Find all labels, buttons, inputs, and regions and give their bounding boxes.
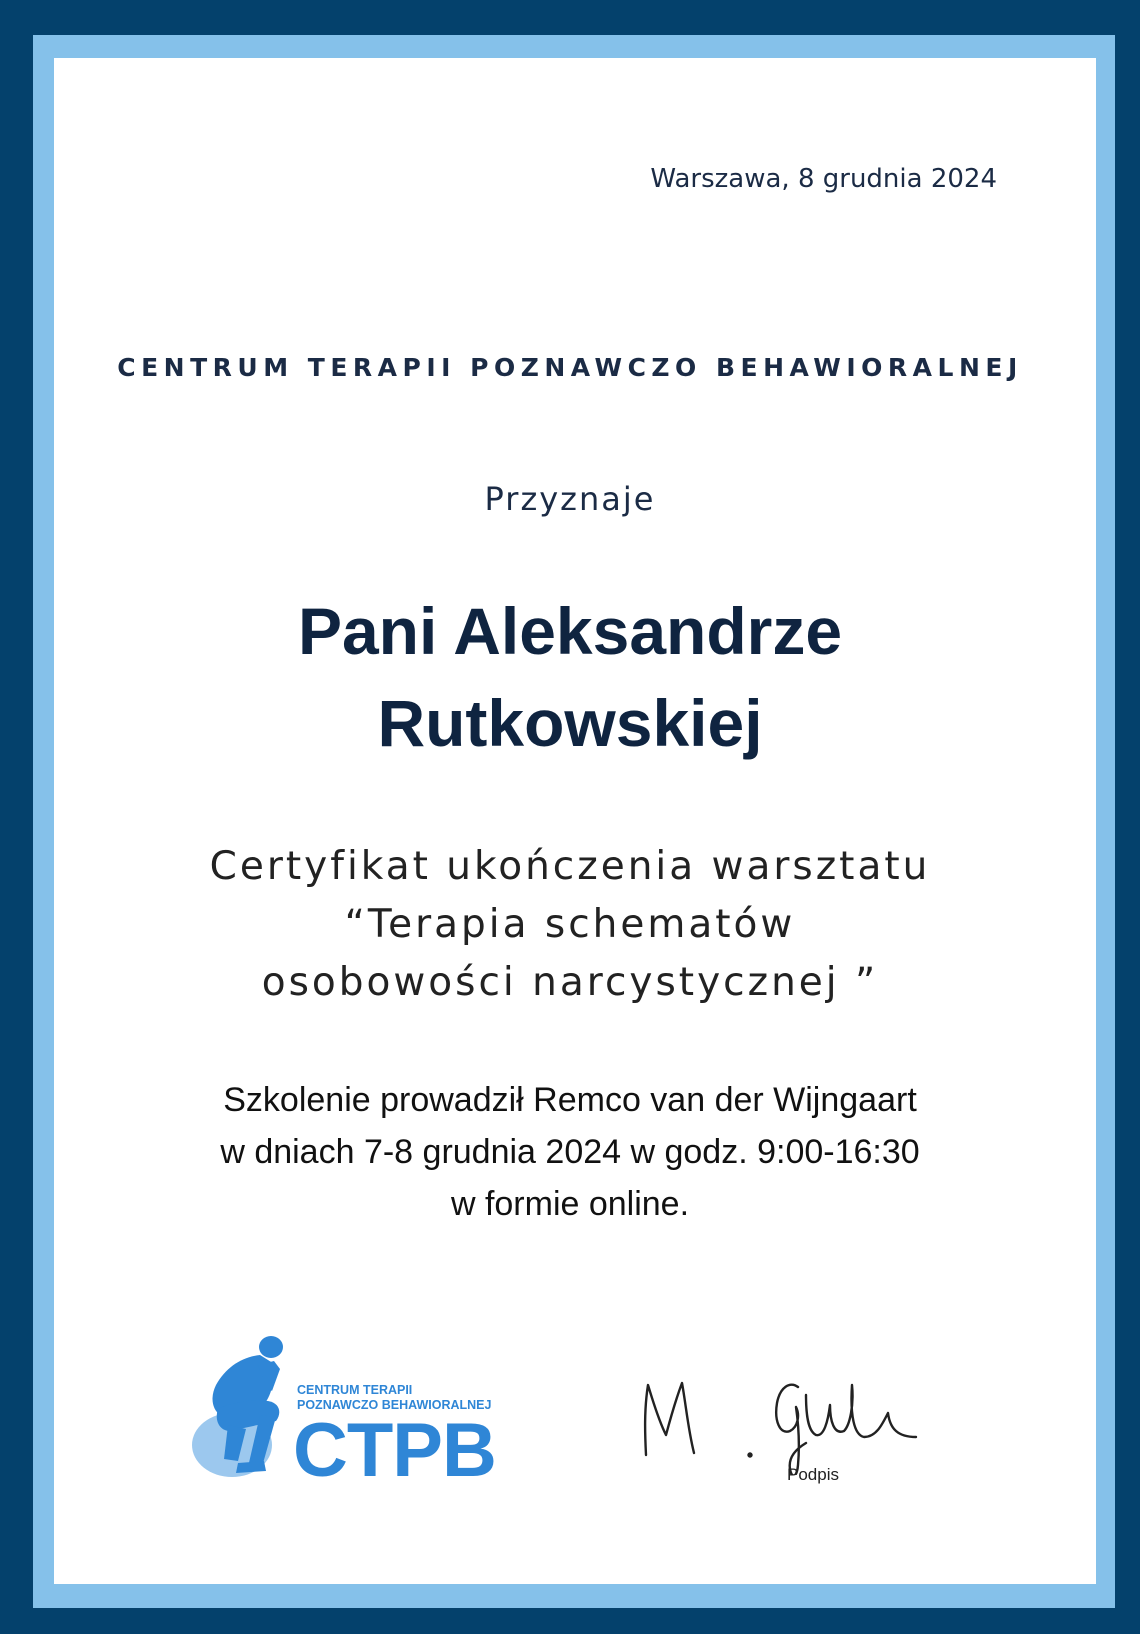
training-details-line-3: w formie online.	[450, 1185, 690, 1223]
signature-area	[640, 1365, 940, 1485]
certificate-title-line-3: osobowości narcystycznej ”	[261, 960, 879, 1005]
organization-title: CENTRUM TERAPII POZNAWCZO BEHAWIORALNEJ	[117, 353, 1023, 382]
thinker-figure-icon	[190, 1335, 300, 1485]
logo-small-text-line-1: CENTRUM TERAPII	[297, 1383, 413, 1397]
certificate-title-line-1: Certyfikat ukończenia warsztatu	[209, 844, 931, 889]
award-verb: Przyznaje	[484, 480, 656, 518]
certificate-title	[0, 838, 1140, 1012]
certificate-title-line-2: “Terapia schematów	[344, 902, 796, 947]
recipient-name-line-1: Pani Aleksandrze	[297, 594, 843, 668]
handwritten-signature-icon	[640, 1365, 940, 1475]
recipient-name-line-2: Rutkowskiej	[377, 686, 763, 760]
signature-label: Podpis	[787, 1465, 839, 1484]
training-details-line-2: w dniach 7-8 grudnia 2024 w godz. 9:00-16:30	[220, 1133, 920, 1171]
ctpb-logo	[190, 1335, 520, 1493]
logo-small-text-line-2: POZNAWCZO BEHAWIORALNEJ	[297, 1398, 492, 1412]
logo-acronym: CTPB	[293, 1408, 496, 1493]
training-details-line-1: Szkolenie prowadził Remco van der Wijngaart	[223, 1081, 917, 1119]
training-details	[0, 1074, 1140, 1230]
issue-date: Warszawa, 8 grudnia 2024	[650, 164, 997, 194]
recipient-name	[0, 585, 1140, 769]
